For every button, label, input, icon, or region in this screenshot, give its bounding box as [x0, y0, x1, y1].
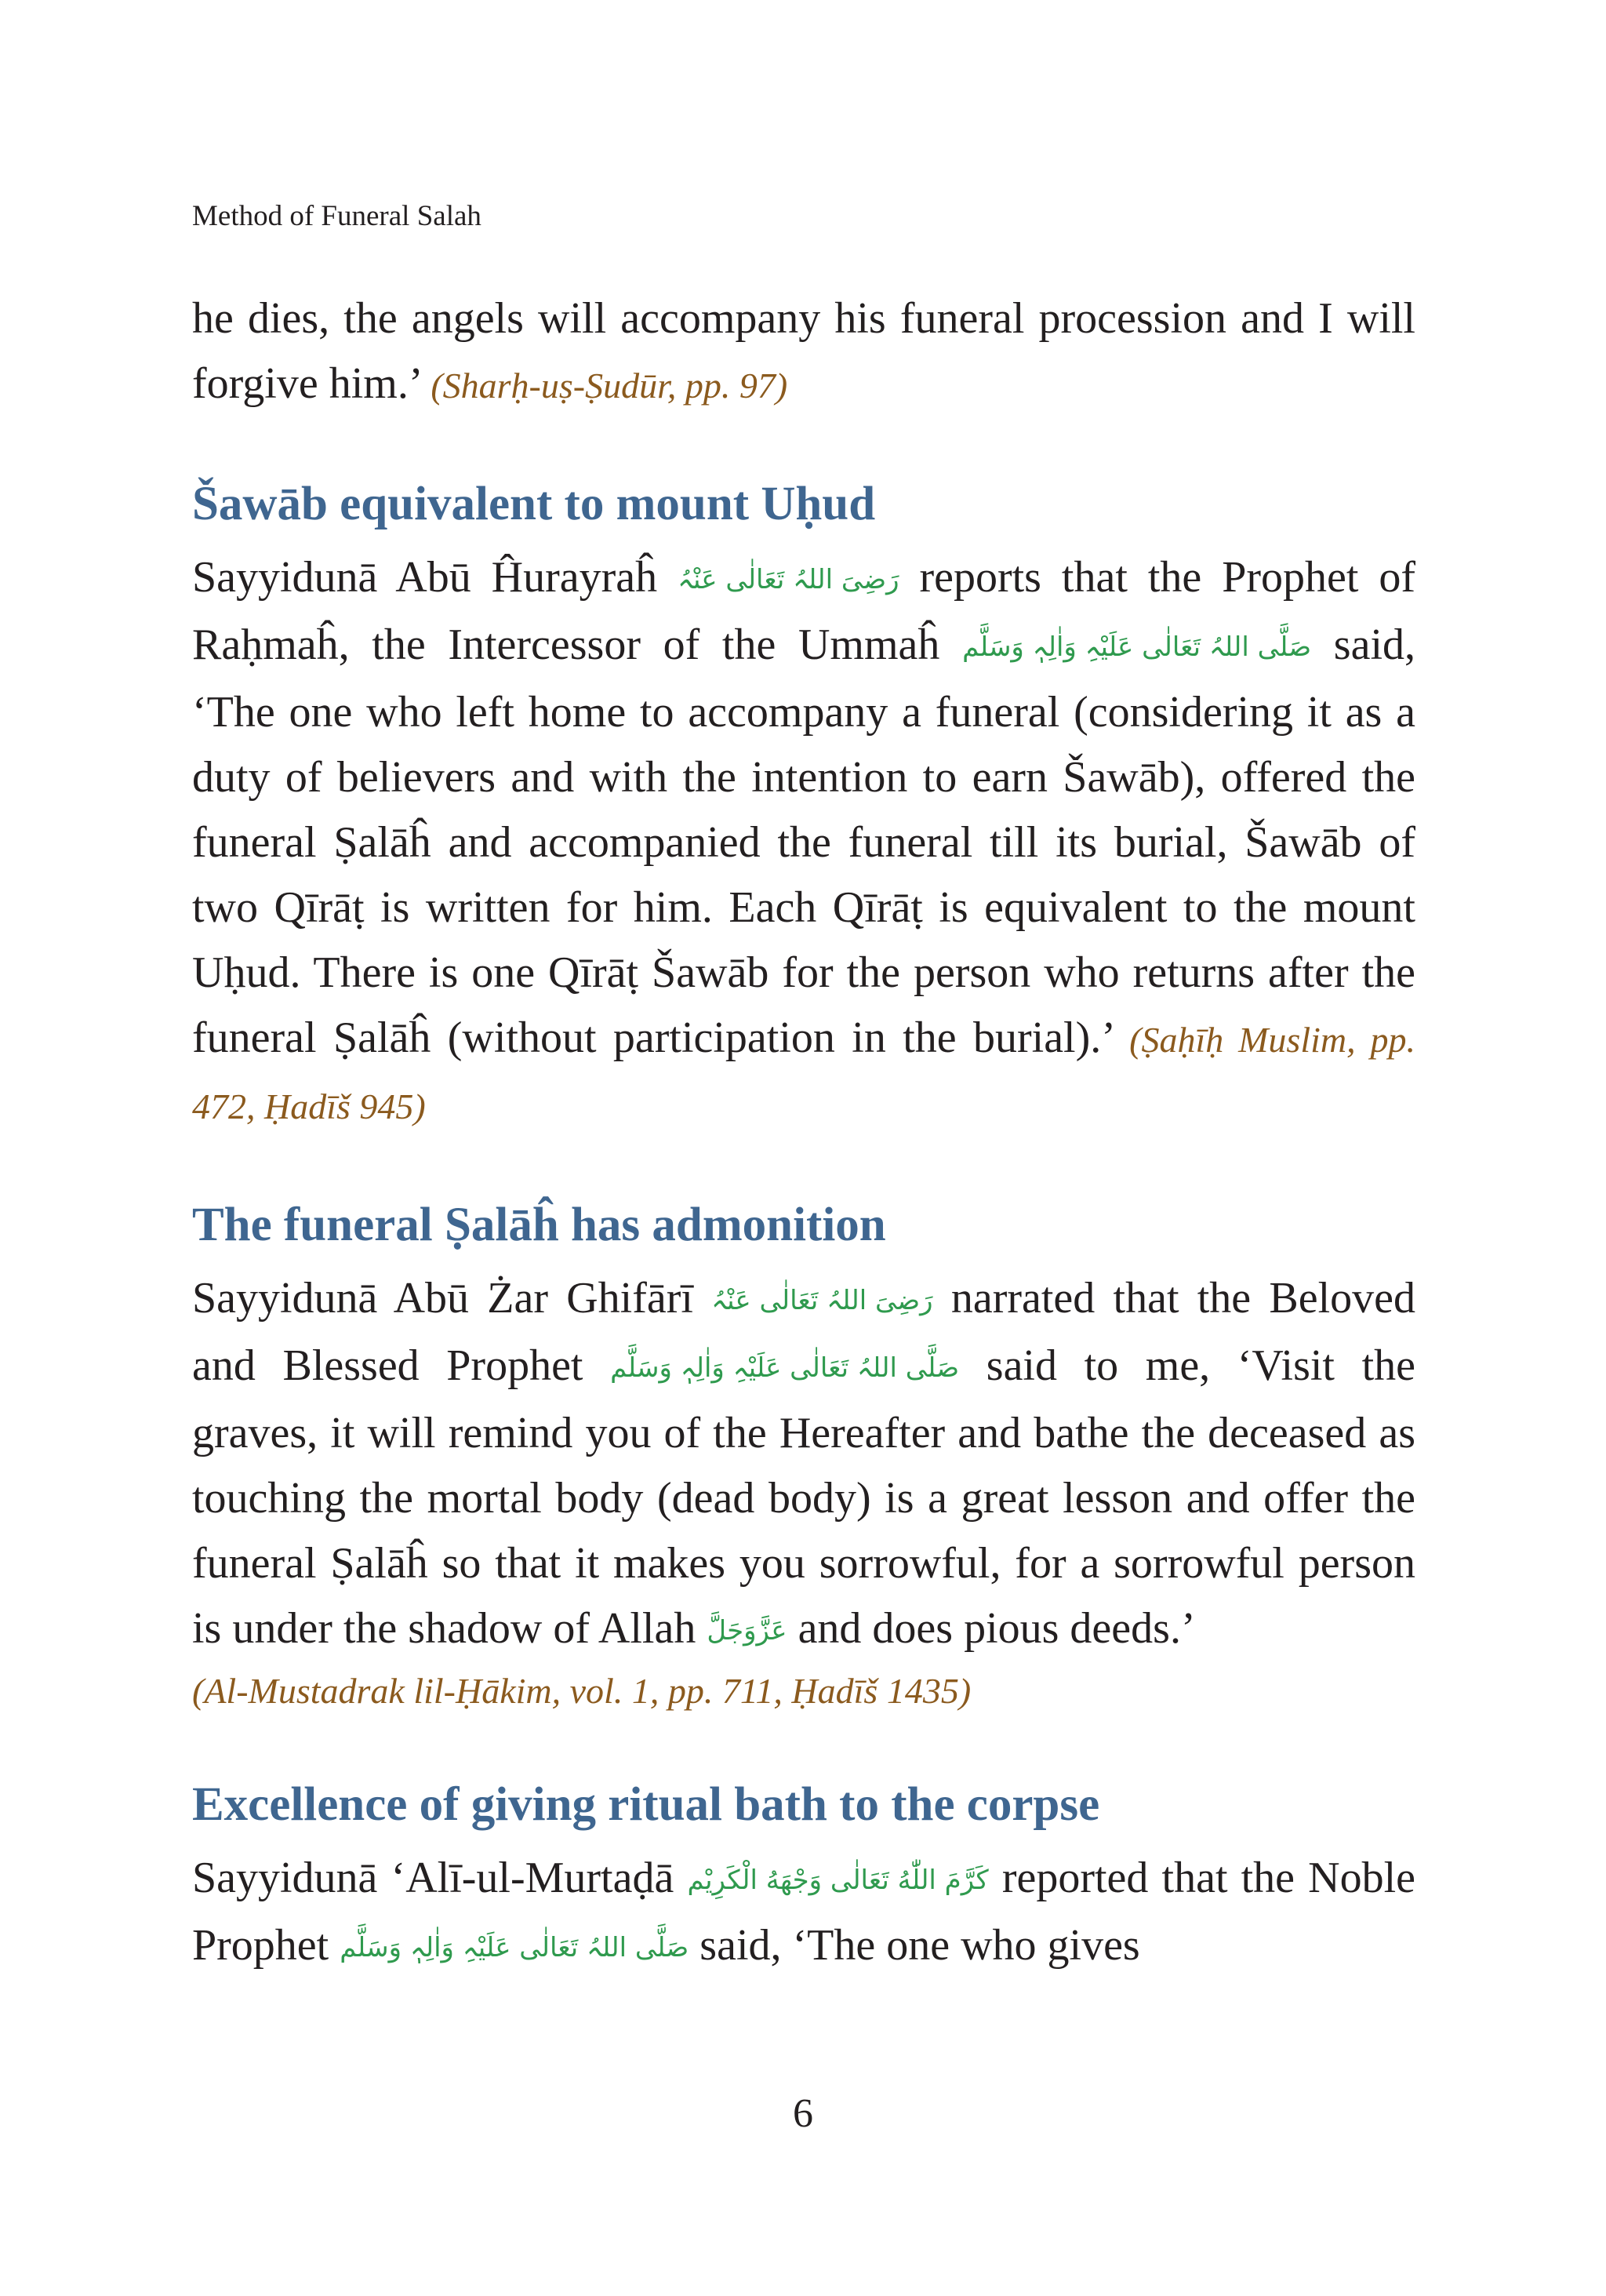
intro-citation: (Sharḥ-uṣ-Ṣudūr, pp. 97) [431, 366, 788, 406]
section1-text-b: reports that the Prophet of Raḥmaĥ, the Intercessor of the Ummaĥ [192, 553, 1416, 669]
section3-text-c: said, ‘The one who gives [699, 1921, 1140, 1970]
section1-paragraph [192, 545, 1415, 1139]
section-heading-ritual-bath: Excellence of giving ritual bath to the corpse [192, 1778, 1100, 1831]
section2-paragraph [192, 1266, 1415, 1664]
section3-text-b: reported that the Noble Prophet [192, 1854, 1416, 1970]
arabic-honorific: عَزَّوَجَلَّ [707, 1615, 787, 1646]
section2-text-c: said to me, ‘Visit the graves, it will remind you of the Hereafter and bathe the deceased as touching the mortal body (dead body) is a great lesson and offer the funeral Ṣalāĥ so that it makes you sorrowful, for a sorrowful person is under the shadow of Allah [192, 1341, 1415, 1653]
section-heading-sawab-uhud: Šawāb equivalent to mount Uḥud [192, 478, 876, 530]
section2-text-a: Sayyidunā Abū Żar Ghifārī [192, 1274, 693, 1323]
page-content [192, 286, 1415, 1981]
section2-text-b: narrated that the Beloved and Blessed Prophet [192, 1274, 1416, 1390]
section3-text-a: Sayyidunā ‘Alī-ul-Murtaḍā [192, 1854, 674, 1902]
arabic-honorific: رَضِیَ اللہُ تَعَالٰی عَنْہُ [711, 1285, 933, 1316]
section3-paragraph [192, 1846, 1415, 1981]
intro-text: he dies, the angels will accompany his funeral procession and I will forgive him.’ [192, 294, 1415, 408]
intro-paragraph [192, 286, 1415, 418]
arabic-honorific: رَضِیَ اللہُ تَعَالٰی عَنْہُ [678, 564, 899, 595]
arabic-honorific: صَلَّی اللہُ تَعَالٰی عَلَیْہِ وَاٰلِہٖ وَسَلَّم [340, 1932, 689, 1963]
page-number: 6 [793, 2091, 813, 2136]
section1-citation: (Ṣaḥīḥ Muslim, pp. 472, Ḥadīš 945) [192, 1020, 1415, 1126]
arabic-honorific: صَلَّی اللہُ تَعَالٰی عَلَیْہِ وَاٰلِہٖ وَسَلَّم [610, 1352, 960, 1384]
section1-text-c: said, ‘The one who left home to accompany a funeral (considering it as a duty of believers and with the intention to earn Šawāb), offered the funeral Ṣalāĥ and accompanied the funeral till its burial, Šawāb of two Qīrāṭ is written for him. Each Qīrāṭ is equivalent to the mount Uḥud. There is one Qīrāṭ Šawāb for the person who returns after the funeral Ṣalāĥ (without participation in the burial).’ [192, 620, 1416, 1062]
arabic-honorific: كَرَّمَ اللّٰهُ تَعَالٰى وَجْهَهُ الْكَرِيْم [687, 1865, 989, 1896]
section2-citation: (Al-Mustadrak lil-Ḥākim, vol. 1, pp. 711, Ḥadīš 1435) [192, 1671, 972, 1711]
arabic-honorific: صَلَّی اللہُ تَعَالٰی عَلَیْہِ وَاٰلِہٖ وَسَلَّم [962, 631, 1312, 663]
section-heading-funeral-admonition: The funeral Ṣalāĥ has admonition [192, 1199, 886, 1251]
section1-text-a: Sayyidunā Abū Ĥurayraĥ [192, 553, 658, 602]
running-header: Method of Funeral Salah [192, 200, 481, 232]
section2-text-d: and does pious deeds.’ [798, 1604, 1196, 1653]
